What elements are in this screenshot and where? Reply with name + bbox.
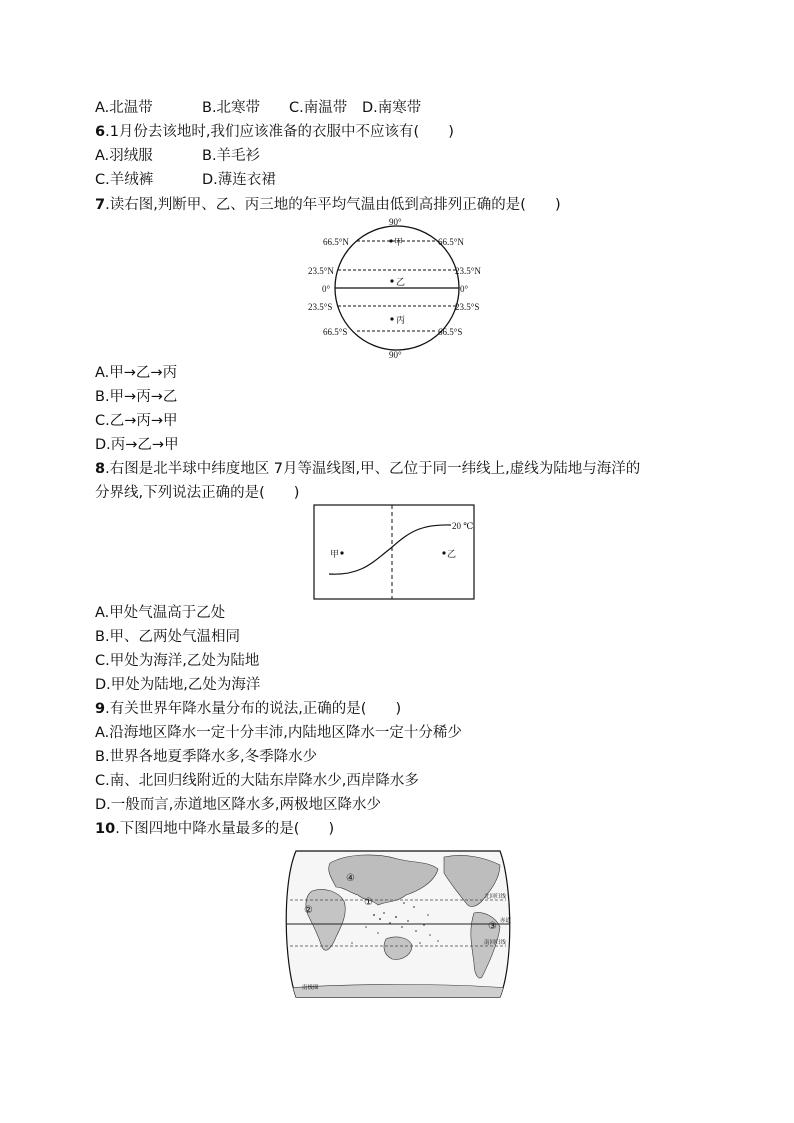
label-23n-left: 23.5°N xyxy=(308,266,334,276)
label-66s-left: 66.5°S xyxy=(323,327,348,337)
map-marker-3: ③ xyxy=(488,921,497,932)
q8-option-c: C.甲处为海洋,乙处为陆地 xyxy=(95,653,260,669)
q7-stem xyxy=(95,195,561,215)
q9-option-c: C.南、北回归线附近的大陆东岸降水少,西岸降水多 xyxy=(95,773,419,789)
label-23s-left: 23.5°S xyxy=(308,302,333,312)
point-yi-label: 乙 xyxy=(447,550,457,560)
q7-option-c: C.乙→丙→甲 xyxy=(95,413,178,429)
point-jia-label: 甲 xyxy=(330,550,340,560)
q7-option-b: B.甲→丙→乙 xyxy=(95,389,178,405)
map-marker-4: ④ xyxy=(346,873,355,884)
point-jia-dot xyxy=(340,551,343,554)
label-23s-right: 23.5°S xyxy=(455,302,480,312)
point-bing-dot xyxy=(390,317,393,320)
q9-option-d: D.一般而言,赤道地区降水多,两极地区降水少 xyxy=(95,797,381,813)
q7-number: 7 xyxy=(95,197,106,213)
q7-stem-text: .读右图,判断甲、乙、丙三地的年平均气温由低到高排列正确的是( ) xyxy=(105,197,561,213)
map-marker-2: ② xyxy=(304,905,313,916)
q6-option-a: A.羽绒服 xyxy=(95,148,153,164)
q8-option-a: A.甲处气温高于乙处 xyxy=(95,605,226,621)
point-bing-label: 丙 xyxy=(396,316,406,326)
q10-world-map-figure xyxy=(278,843,518,1005)
q9-option-a: A.沿海地区降水一定十分丰沛,内陆地区降水一定十分稀少 xyxy=(95,725,462,741)
label-antarctic-circle: 南极圈 xyxy=(302,985,319,991)
q7-latitude-globe-figure xyxy=(300,215,500,360)
point-yi-dot xyxy=(442,551,445,554)
q6-number: 6 xyxy=(95,124,106,140)
q6-option-d: D.薄连衣裙 xyxy=(202,172,276,188)
q9-number: 9 xyxy=(95,701,106,717)
label-90-bottom: 90° xyxy=(389,350,402,360)
label-66s-right: 66.5°S xyxy=(438,327,463,337)
isotherm-label: 20 ℃ xyxy=(452,521,474,531)
q8-stem xyxy=(95,459,640,479)
label-equator: 赤道 xyxy=(500,918,512,924)
point-yi-dot xyxy=(390,279,393,282)
q10-stem xyxy=(95,819,334,839)
point-yi-label: 乙 xyxy=(396,278,406,288)
q8-stem-line2: 分界线,下列说法正确的是( ) xyxy=(95,485,300,501)
label-tropic-north: 北回归线 xyxy=(484,894,507,900)
q6-options-row2 xyxy=(95,170,276,190)
q10-number: 10 xyxy=(95,821,116,837)
q6-option-c: C.羊绒裤 xyxy=(95,172,154,188)
q5-option-c: C.南温带 xyxy=(289,100,348,116)
label-0-left: 0° xyxy=(322,284,331,294)
q7-option-d: D.丙→乙→甲 xyxy=(95,437,179,453)
map-marker-1: ① xyxy=(364,897,373,908)
isotherm-20c-line xyxy=(329,525,451,574)
q7-option-a: A.甲→乙→丙 xyxy=(95,365,178,381)
q8-option-d: D.甲处为陆地,乙处为海洋 xyxy=(95,677,261,693)
q6-options-row1 xyxy=(95,146,260,166)
point-jia-dot xyxy=(389,239,392,242)
q9-stem-text: .有关世界年降水量分布的说法,正确的是( ) xyxy=(105,701,402,717)
q6-option-b: B.羊毛衫 xyxy=(202,148,261,164)
q5-option-b: B.北寒带 xyxy=(202,100,261,116)
q6-stem xyxy=(95,122,454,142)
q10-stem-text: .下图四地中降水量最多的是( ) xyxy=(115,821,335,837)
q8-option-b: B.甲、乙两处气温相同 xyxy=(95,629,241,645)
q8-number: 8 xyxy=(95,461,106,477)
point-jia-label: 甲 xyxy=(394,238,404,248)
q9-option-b: B.世界各地夏季降水多,冬季降水少 xyxy=(95,749,318,765)
q8-stem-text: .右图是北半球中纬度地区 7月等温线图,甲、乙位于同一纬线上,虚线为陆地与海洋的 xyxy=(105,461,641,477)
q5-options xyxy=(95,98,421,118)
q9-stem xyxy=(95,699,401,719)
label-90-top: 90° xyxy=(389,217,402,227)
label-66n-right: 66.5°N xyxy=(438,237,464,247)
label-23n-right: 23.5°N xyxy=(455,266,481,276)
q6-stem-text: .1月份去该地时,我们应该准备的衣服中不应该有( ) xyxy=(105,124,454,140)
label-0-right: 0° xyxy=(460,284,469,294)
q5-option-a: A.北温带 xyxy=(95,100,153,116)
q8-isotherm-figure xyxy=(313,504,475,601)
label-tropic-south: 南回归线 xyxy=(484,940,507,946)
label-66n-left: 66.5°N xyxy=(323,237,349,247)
q5-option-d: D.南寒带 xyxy=(362,100,422,116)
